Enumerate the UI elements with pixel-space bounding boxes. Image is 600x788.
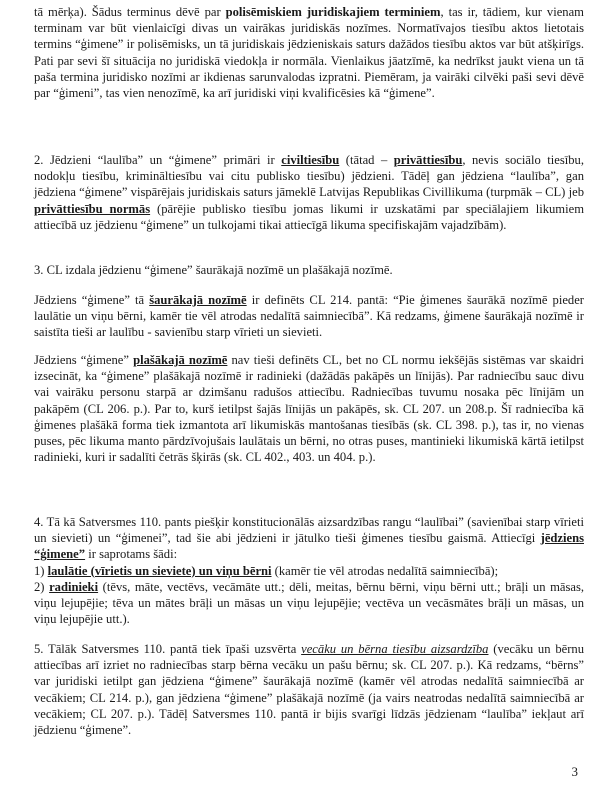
page-number: 3 [571,764,578,779]
paragraph-intro [34,514,584,563]
text-span: (tēvs, māte, vectēvs, vecāmāte utt.; dēli, meitas, bērnu bērni, viņu bērni utt.; brāļi un māsas, viņu lejupējie; tēva un mātes brāļi un māsas un viņu lejupējie; vectēva un vecāsmātes brāļi un māsas, un viņu lejupējie utt.). [34,579,584,627]
list-number: 1) [34,563,48,578]
text-span: (vecāku un bērnu attiecības arī izriet no radniecības starp bērna vecāku un pašu bērnu; sk. CL 207. p.). Kā redzams, “bērns” var juridiski ietilpt gan jēdziena “ģimene” šaurākajā nozīmē (kamēr vēl atrodas nedalītā saimniecībā ar vecākiem; CL 214. p.), gan jēdziena “ģimene” plašākajā nozīmē (ja vairs neatrodas nedalītā saimniecībā ar vecākiem; CL 207. p.). Tādēļ Satversmes 110. pantā ir bijis svarīgi līdzās jēdzienam “laulība” iekļaut arī jēdzienu “ģimene”. [34,642,584,738]
paragraph-constitution-article [34,514,584,627]
bold-underlined-term: laulātie (vīrietis un sieviete) un viņu bērni [47,563,272,578]
text-span: (pārējie publisko tiesību jomas likumi ir uzskatāmi par speciālajiem likumiem attiecībā uz jēdzienu “ģimene” un tulkojami tikai attiecīgā likuma specifiskajām vajadzībām). [34,201,584,232]
text-span: 3. CL izdala jēdzienu “ģimene” šaurākajā nozīmē un plašākajā nozīmē. [34,263,393,277]
text-span: 5. Tālāk Satversmes 110. pantā tiek īpaši uzsvērta [34,642,302,656]
text-span: 4. Tā kā Satversmes 110. pants piešķir konstitucionālās aizsardzības rangu “laulībai” (savienībai starp vīrieti un sievieti) un “ģimenei”, tad šie abi jēdzieni ir jātulko tieši ģimenes tiesību gaismā. Attiecīgi [34,515,584,546]
bold-underlined-term: jēdziens “ģimene” [34,531,584,562]
bold-underlined-term: civiltiesību [281,153,340,167]
text-span: nav tieši definēts CL, bet no CL normu iekšējās sistēmas var skaidri izsecināt, ka “ģimene” plašākajā nozīmē ir radinieki (dažādās pakāpēs un līnijās). Par radniecību sauc divu vai vairāku personu starpā ar dzimšanu radušos attiecību. Radniecības tuvumu nosaka pēc līnijām un pakāpēm (CL 206. p.). Par to, kurš ietilpst šajās līnijās un pakāpēs, sk. CL 207. un 208.p. Šī radniecība kā ģimenes plašākā forma tiek izmantota arī likumiskās mantošanas tiesībās (sk. CL 398. p.), tas ir, no vienas puses, pēc likuma manto pārdzīvojušais laulātais un bērni, no otras puses, mantinieki likumiskā kārtā ietilpst radinieki, kuri ir sadalīti četrās šķirās (sk. CL 402., 403. un 404. p.). [34,353,584,465]
list-item [34,579,584,628]
bold-underlined-term: privāttiesību [393,153,463,167]
paragraph-polysemic-terms [34,4,584,101]
bold-underlined-term: radinieki [49,579,99,594]
paragraph-parent-child-rights [34,641,584,738]
text-span: ir definēts CL 214. pantā: “Pie ģimenes šaurākā nozīmē pieder laulātie un viņu bērni, kamēr tie vēl atrodas nedalītā saimniecībā”. Kā redzams, ģimene šaurākajā nozīmē ir saistīta tieši ar laulību - savienību starp vīrieti un sievieti. [34,293,584,340]
paragraph-broad-meaning [34,352,584,465]
text-span: , tas ir, tādiem, kur vienam terminam var būt vienlaicīgi divas un vairākas juridiskās nozīmes. Normatīvajos tiesību aktos lietotais termins “ģimene” ir polisēmisks, un tā juridiskais jēdzieniskais saturs dažādos tiesību aktos var būt atšķirīgs. Pati par sevi šī situācija no juridiskā viedokļa ir normāla. Vienlaikus jāatzīmē, ka nedrīkst jaukt viena un tā paša termina juridisko nozīmi ar ikdienas sarunvalodas izpratni. Piemēram, ja vairāki cilvēki paši sevi dēvē par “ģimeni”, tas vien nenozīmē, ka arī juridiski viņi kvalificēsies kā “ģimene”. [34,5,584,101]
text-span: Jēdziens “ģimene” [34,353,134,367]
bold-underlined-term: privāttiesību normās [34,201,151,216]
list-number: 2) [34,579,50,594]
text-span: , nevis sociālo tiesību, nodokļu tiesību, krimināltiesību vai citu publisko tiesību) jēdzieni. Tādēļ gan jēdziena “laulība”, gan jēdziena “ģimene” vispārējais juridiskais saturs jāmeklē Latvijas Republikas Civillikuma (turpmāk – CL) jeb [34,153,584,200]
bold-term: polisēmiskiem juridiskajiem terminiem [225,5,441,19]
text-span: 2. Jēdzieni “laulība” un “ģimene” primāri ir [34,153,282,167]
paragraph-civil-law [34,152,584,233]
text-span: (kamēr tie vēl atrodas nedalītā saimniecībā); [271,563,499,578]
bold-underlined-term: šaurākajā nozīmē [149,293,247,307]
text-span: Jēdziens “ģimene” tā [34,293,150,307]
paragraph-narrow-meaning [34,292,584,341]
list-item [34,563,584,579]
text-span: ir saprotams šādi: [85,547,178,562]
text-span: tā mērķa). Šādus terminus dēvē par [34,5,226,19]
bold-underlined-term: plašākajā nozīmē [133,353,228,367]
text-span: (tātad – [339,153,394,167]
paragraph-cl-meanings [34,262,584,278]
italic-underlined-term: vecāku un bērna tiesību aizsardzība [301,642,489,656]
